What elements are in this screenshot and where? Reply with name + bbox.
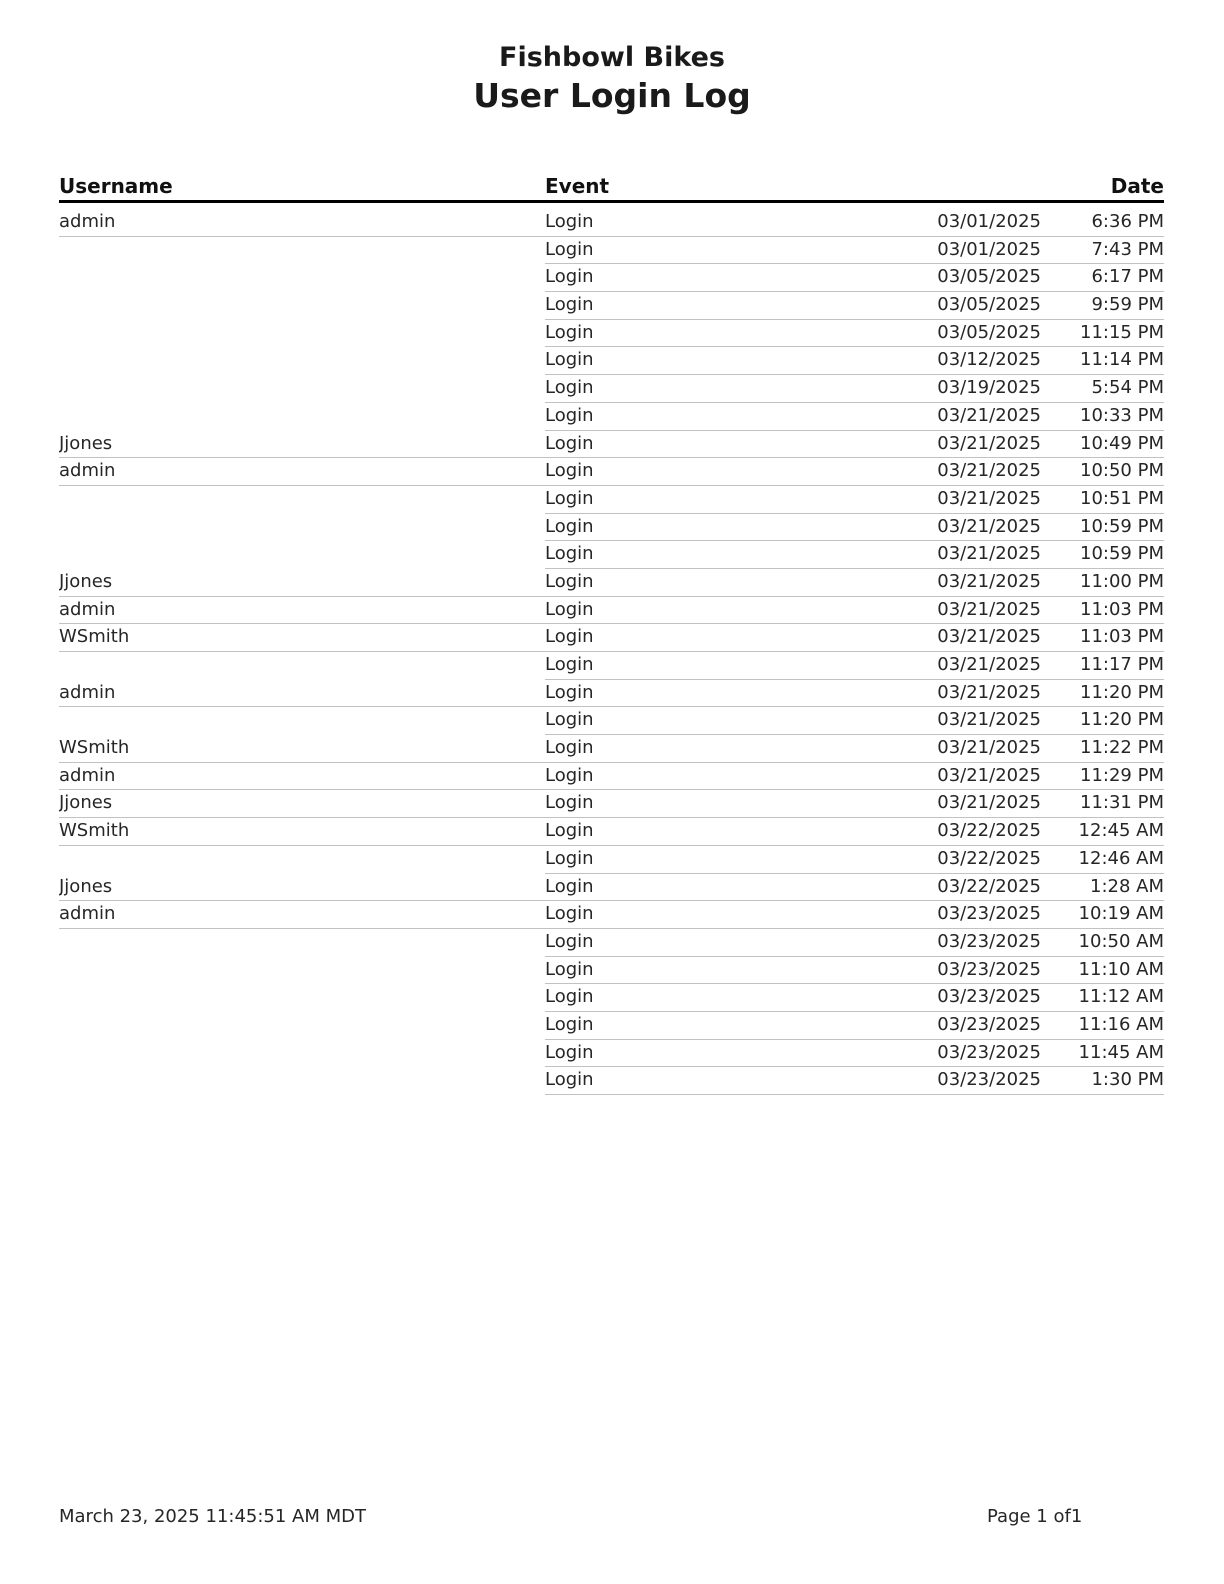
row-detail-cells [545,1012,1164,1040]
event-cell: Login [545,903,594,925]
row-detail-cells [545,541,1164,569]
date-cell: 03/19/2025 [937,377,1041,399]
username-cell [59,403,545,431]
table-row [59,874,1164,902]
username-cell: Jjones [59,790,545,818]
row-detail-cells [545,735,1164,763]
row-detail-cells [545,514,1164,542]
date-cell: 03/01/2025 [937,211,1041,232]
username-cell: admin [59,680,545,708]
date-cell: 03/21/2025 [937,681,1041,703]
row-detail-cells [545,1067,1164,1095]
row-detail-cells [545,652,1164,680]
page-number: Page 1 of1 [987,1506,1083,1527]
username-cell: admin [59,901,545,929]
table-row [59,320,1164,348]
time-cell: 11:10 AM [1078,958,1164,980]
time-cell: 11:16 AM [1078,1013,1164,1035]
row-detail-cells [545,431,1164,459]
table-row [59,237,1164,265]
event-cell: Login [545,930,594,952]
date-cell: 03/23/2025 [937,930,1041,952]
row-detail-cells [545,264,1164,292]
event-cell: Login [545,847,594,869]
username-cell [59,1012,545,1040]
time-cell: 11:00 PM [1080,570,1164,592]
row-detail-cells [545,957,1164,985]
date-cell: 03/21/2025 [937,543,1041,565]
table-row [59,264,1164,292]
event-cell: Login [545,211,594,232]
column-header-username: Username [59,174,173,198]
date-cell: 03/21/2025 [937,792,1041,814]
username-cell: Jjones [59,431,545,459]
username-cell [59,1040,545,1068]
row-detail-cells [545,901,1164,929]
username-cell [59,541,545,569]
time-cell: 11:15 PM [1080,321,1164,343]
username-cell: WSmith [59,818,545,846]
date-cell: 03/22/2025 [937,875,1041,897]
date-cell: 03/05/2025 [937,321,1041,343]
date-cell: 03/23/2025 [937,903,1041,925]
date-cell: 03/05/2025 [937,266,1041,288]
event-cell: Login [545,598,594,620]
table-row [59,680,1164,708]
event-cell: Login [545,432,594,454]
table-row [59,652,1164,680]
report-generated-timestamp: March 23, 2025 11:45:51 AM MDT [59,1506,366,1527]
date-cell: 03/23/2025 [937,986,1041,1008]
time-cell: 1:30 PM [1091,1069,1164,1091]
row-detail-cells [545,846,1164,874]
time-cell: 7:43 PM [1091,238,1164,260]
time-cell: 1:28 AM [1090,875,1164,897]
event-cell: Login [545,626,594,648]
row-detail-cells [545,763,1164,791]
username-cell [59,514,545,542]
table-row [59,929,1164,957]
table-row [59,486,1164,514]
date-cell: 03/21/2025 [937,764,1041,786]
username-cell: WSmith [59,624,545,652]
time-cell: 12:45 AM [1078,820,1164,842]
username-cell [59,707,545,735]
table-row [59,846,1164,874]
date-cell: 03/21/2025 [937,709,1041,731]
time-cell: 6:17 PM [1091,266,1164,288]
username-cell [59,320,545,348]
event-cell: Login [545,1041,594,1063]
row-detail-cells [545,569,1164,597]
time-cell: 11:20 PM [1080,681,1164,703]
column-header-date: Date [1110,174,1164,198]
report-title: User Login Log [473,76,751,115]
username-cell [59,652,545,680]
row-detail-cells [545,403,1164,431]
username-cell [59,846,545,874]
event-cell: Login [545,460,594,482]
username-cell: admin [59,209,545,237]
time-cell: 10:59 PM [1080,543,1164,565]
table-row [59,597,1164,625]
username-cell [59,1067,545,1095]
date-cell: 03/23/2025 [937,1041,1041,1063]
time-cell: 11:31 PM [1080,792,1164,814]
date-cell: 03/22/2025 [937,820,1041,842]
time-cell: 5:54 PM [1091,377,1164,399]
table-row [59,624,1164,652]
event-cell: Login [545,487,594,509]
time-cell: 9:59 PM [1091,294,1164,316]
date-cell: 03/22/2025 [937,847,1041,869]
username-cell [59,292,545,320]
table-row [59,514,1164,542]
date-cell: 03/21/2025 [937,515,1041,537]
row-detail-cells [545,680,1164,708]
event-cell: Login [545,820,594,842]
username-cell: WSmith [59,735,545,763]
event-cell: Login [545,654,594,675]
company-name: Fishbowl Bikes [499,42,725,73]
row-detail-cells [545,874,1164,902]
event-cell: Login [545,377,594,399]
date-cell: 03/01/2025 [937,238,1041,260]
table-row [59,375,1164,403]
row-detail-cells [545,320,1164,348]
event-cell: Login [545,986,594,1008]
date-cell: 03/21/2025 [937,626,1041,648]
row-detail-cells [545,818,1164,846]
event-cell: Login [545,875,594,897]
event-cell: Login [545,1069,594,1091]
time-cell: 11:03 PM [1080,626,1164,648]
table-row [59,901,1164,929]
username-cell [59,984,545,1012]
table-row [59,1040,1164,1068]
column-header-event: Event [545,174,610,198]
time-cell: 11:17 PM [1080,654,1164,675]
row-detail-cells [545,292,1164,320]
table-row [59,431,1164,459]
date-cell: 03/21/2025 [937,654,1041,675]
table-row [59,818,1164,846]
row-detail-cells [545,624,1164,652]
time-cell: 11:03 PM [1080,598,1164,620]
time-cell: 12:46 AM [1078,847,1164,869]
username-cell [59,347,545,375]
username-cell [59,375,545,403]
date-cell: 03/23/2025 [937,1069,1041,1091]
row-detail-cells [545,347,1164,375]
username-cell [59,486,545,514]
time-cell: 11:22 PM [1080,737,1164,759]
table-row [59,707,1164,735]
date-cell: 03/21/2025 [937,460,1041,482]
table-row [59,458,1164,486]
date-cell: 03/21/2025 [937,598,1041,620]
time-cell: 10:33 PM [1080,404,1164,426]
username-cell: Jjones [59,874,545,902]
table-row [59,347,1164,375]
time-cell: 10:50 PM [1080,460,1164,482]
event-cell: Login [545,349,594,371]
event-cell: Login [545,792,594,814]
table-row [59,569,1164,597]
time-cell: 10:49 PM [1080,432,1164,454]
event-cell: Login [545,238,594,260]
date-cell: 03/05/2025 [937,294,1041,316]
row-detail-cells [545,984,1164,1012]
time-cell: 10:59 PM [1080,515,1164,537]
date-cell: 03/21/2025 [937,737,1041,759]
event-cell: Login [545,737,594,759]
username-cell [59,957,545,985]
row-detail-cells [545,597,1164,625]
table-row [59,763,1164,791]
time-cell: 11:14 PM [1080,349,1164,371]
event-cell: Login [545,958,594,980]
username-cell: admin [59,763,545,791]
row-detail-cells [545,1040,1164,1068]
table-row [59,1067,1164,1095]
time-cell: 10:19 AM [1078,903,1164,925]
date-cell: 03/21/2025 [937,570,1041,592]
username-cell: admin [59,458,545,486]
event-cell: Login [545,321,594,343]
username-cell: admin [59,597,545,625]
time-cell: 6:36 PM [1091,211,1164,232]
table-row [59,957,1164,985]
event-cell: Login [545,515,594,537]
row-detail-cells [545,929,1164,957]
row-detail-cells [545,375,1164,403]
row-detail-cells [545,237,1164,265]
table-row [59,984,1164,1012]
username-cell [59,929,545,957]
time-cell: 10:50 AM [1078,930,1164,952]
event-cell: Login [545,543,594,565]
event-cell: Login [545,570,594,592]
table-row [59,735,1164,763]
time-cell: 11:29 PM [1080,764,1164,786]
event-cell: Login [545,1013,594,1035]
time-cell: 11:12 AM [1078,986,1164,1008]
table-row [59,292,1164,320]
row-detail-cells [545,209,1164,237]
table-body [59,209,1164,1095]
table-row [59,541,1164,569]
table-row [59,403,1164,431]
date-cell: 03/23/2025 [937,1013,1041,1035]
row-detail-cells [545,790,1164,818]
date-cell: 03/12/2025 [937,349,1041,371]
login-log-table [59,170,1164,1095]
event-cell: Login [545,294,594,316]
username-cell [59,237,545,265]
username-cell: Jjones [59,569,545,597]
date-cell: 03/21/2025 [937,432,1041,454]
table-row [59,1012,1164,1040]
row-detail-cells [545,707,1164,735]
time-cell: 11:20 PM [1080,709,1164,731]
date-cell: 03/21/2025 [937,404,1041,426]
row-detail-cells [545,458,1164,486]
event-cell: Login [545,404,594,426]
table-row [59,790,1164,818]
time-cell: 10:51 PM [1080,487,1164,509]
time-cell: 11:45 AM [1078,1041,1164,1063]
date-cell: 03/23/2025 [937,958,1041,980]
event-cell: Login [545,266,594,288]
date-cell: 03/21/2025 [937,487,1041,509]
username-cell [59,264,545,292]
table-header-row [59,170,1164,203]
row-detail-cells [545,486,1164,514]
event-cell: Login [545,764,594,786]
event-cell: Login [545,709,594,731]
table-row [59,209,1164,237]
event-cell: Login [545,681,594,703]
